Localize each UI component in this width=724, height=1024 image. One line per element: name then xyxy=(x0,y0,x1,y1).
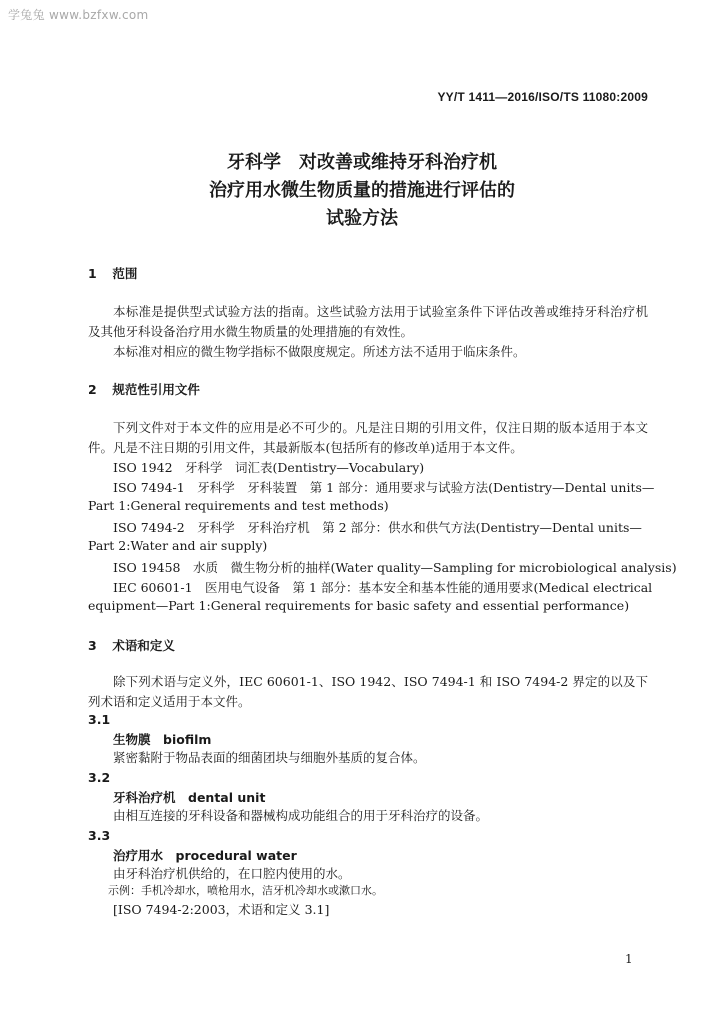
section-3-heading xyxy=(88,636,175,654)
terms-intro: 除下列术语与定义外，IEC 60601-1、ISO 1942、ISO 7494-1 和 ISO 7494-2 界定的以及下列术语和定义适用于本文件。 xyxy=(88,674,648,709)
term-3-1-definition: 紧密黏附于物品表面的细菌团块与细胞外基质的复合体。 xyxy=(113,750,426,765)
title-line-2: 治疗用水微生物质量的措施进行评估的 xyxy=(209,180,515,201)
reference-iso-7494-1: ISO 7494-1 牙科学 牙科装置 第 1 部分：通用要求与试验方法(Dentistry—Dental units— xyxy=(113,480,655,495)
term-3-3-source: [ISO 7494-2:2003，术语和定义 3.1] xyxy=(113,902,330,917)
section-number: 2 xyxy=(88,382,97,397)
standard-number: YY/T 1411—2016/ISO/TS 11080:2009 xyxy=(437,90,648,104)
reference-iso-7494-2-cont: Part 2:Water and air supply) xyxy=(88,538,268,553)
section-title: 范围 xyxy=(112,266,138,281)
term-3-3-definition: 由牙科治疗机供给的，在口腔内使用的水。 xyxy=(113,866,351,881)
term-3-3-example: 示例：手机冷却水，喷枪用水，洁牙机冷却水或漱口水。 xyxy=(108,884,383,897)
section-number: 1 xyxy=(88,266,97,281)
term-3-3-title: 治疗用水 procedural water xyxy=(113,848,297,863)
section-title: 术语和定义 xyxy=(112,638,175,653)
scope-paragraph-1: 本标准是提供型式试验方法的指南。这些试验方法用于试验室条件下评估改善或维持牙科治疗机及其他牙科设备治疗用水微生物质量的处理措施的有效性。 xyxy=(88,304,648,339)
scope-paragraph-2: 本标准对相应的微生物学指标不做限度规定。所述方法不适用于临床条件。 xyxy=(113,344,526,359)
term-3-1-number: 3.1 xyxy=(88,712,111,727)
term-3-2-title: 牙科治疗机 dental unit xyxy=(113,790,266,805)
reference-iso-19458: ISO 19458 水质 微生物分析的抽样(Water quality—Sampling for microbiological analysis) xyxy=(113,560,677,575)
reference-iec-60601-1: IEC 60601-1 医用电气设备 第 1 部分：基本安全和基本性能的通用要求(Medical electrical xyxy=(113,580,653,595)
normative-intro: 下列文件对于本文件的应用是必不可少的。凡是注日期的引用文件，仅注日期的版本适用于本文件。凡是不注日期的引用文件，其最新版本(包括所有的修改单)适用于本文件。 xyxy=(88,420,648,455)
reference-iec-60601-1-cont: equipment—Part 1:General requirements for basic safety and essential performance) xyxy=(88,598,630,613)
reference-iso-1942: ISO 1942 牙科学 词汇表(Dentistry—Vocabulary) xyxy=(113,460,425,475)
term-3-3-number: 3.3 xyxy=(88,828,111,843)
term-3-2-definition: 由相互连接的牙科设备和器械构成功能组合的用于牙科治疗的设备。 xyxy=(113,808,489,823)
term-3-1-title: 生物膜 biofilm xyxy=(113,732,212,747)
reference-iso-7494-2: ISO 7494-2 牙科学 牙科治疗机 第 2 部分：供水和供气方法(Dentistry—Dental units— xyxy=(113,520,642,535)
page-number: 1 xyxy=(625,952,633,966)
title-line-1: 牙科学 对改善或维持牙科治疗机 xyxy=(227,152,497,173)
section-1-heading xyxy=(88,264,137,282)
section-title: 规范性引用文件 xyxy=(112,382,200,397)
reference-iso-7494-1-cont: Part 1:General requirements and test methods) xyxy=(88,498,389,513)
term-3-2-number: 3.2 xyxy=(88,770,111,785)
section-number: 3 xyxy=(88,638,97,653)
title-line-3: 试验方法 xyxy=(326,208,398,229)
watermark: 学兔兔 www.bzfxw.com xyxy=(8,8,149,22)
section-2-heading xyxy=(88,380,200,398)
